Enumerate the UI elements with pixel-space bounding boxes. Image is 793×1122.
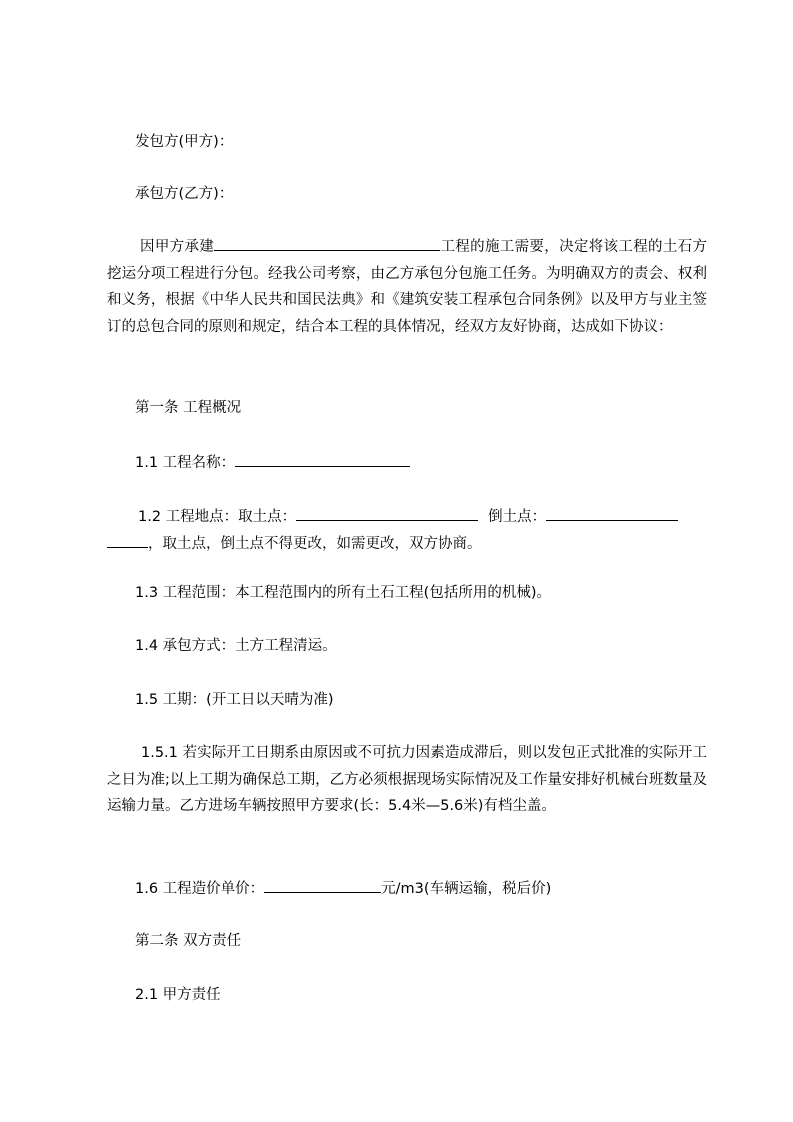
article-1-title: 第一条 工程概况 — [135, 400, 242, 416]
item-1-1-project-name — [135, 452, 410, 472]
subcontractor-party-label: 承包方(乙方)： — [135, 186, 234, 202]
item-1-6-label: 1.6 工程造价单价： — [135, 881, 265, 897]
item-1-2-label: 1.2 工程地点：取土点： — [138, 509, 297, 525]
item-1-5-1-paragraph: 1.5.1 若实际开工日期系由原因或不可抗力因素造成滞后，则以发包正式批准的实际开工之日为准;以上工期为确保总工期，乙方必须根据现场实际情况及工作量安排好机械台班数量及运输力量。乙方进场车辆按照甲方要求(长：5.4米—5.6米)有档尘盖。 — [107, 745, 707, 814]
item-1-4-method: 1.4 承包方式：土方工程清运。 — [135, 638, 337, 654]
project-name-blank[interactable] — [214, 236, 440, 251]
dump-site-label: 倒土点： — [488, 509, 547, 525]
item-1-6-unit-price — [135, 878, 551, 898]
item-1-3-scope: 1.3 工程范围：本工程范围内的所有土石工程(包括所用的机械)。 — [135, 585, 551, 601]
item-1-2-location-line1 — [138, 506, 678, 526]
borrow-site-blank[interactable] — [296, 506, 478, 521]
item-1-5-duration: 1.5 工期：(开工日以天晴为准) — [135, 692, 334, 708]
article-2-title: 第二条 双方责任 — [135, 933, 242, 949]
intro-text-start: 因甲方承建 — [140, 239, 215, 255]
intro-text-rest: 工程的施工需要，决定将该工程的土石方挖运分项工程进行分包。经我公司考察，由乙方承包分包施工任务。为明确双方的责会、权利和义务，根据《中华人民共和国民法典》和《建筑安装工程承包合同条例》以及甲方与业主签订的总包合同的原则和规定，结合本工程的具体情况，经双方友好协商，达成如下协议： — [107, 239, 708, 335]
project-name-field-blank[interactable] — [235, 452, 410, 467]
item-1-6-unit: 元/m3(车辆运输，税后价) — [381, 881, 552, 897]
item-2-1-party-a-duties: 2.1 甲方责任 — [135, 987, 221, 1003]
unit-price-blank[interactable] — [264, 878, 381, 893]
contractor-party-label: 发包方(甲方)： — [135, 134, 234, 150]
item-1-2-location-line2 — [107, 533, 482, 553]
item-1-2-note: ，取土点，倒土点不得更改，如需更改，双方协商。 — [148, 536, 482, 552]
dump-site-blank-1[interactable] — [546, 506, 678, 521]
intro-paragraph — [107, 234, 707, 340]
dump-site-blank-2[interactable] — [107, 533, 148, 548]
item-1-1-label: 1.1 工程名称： — [135, 455, 236, 471]
